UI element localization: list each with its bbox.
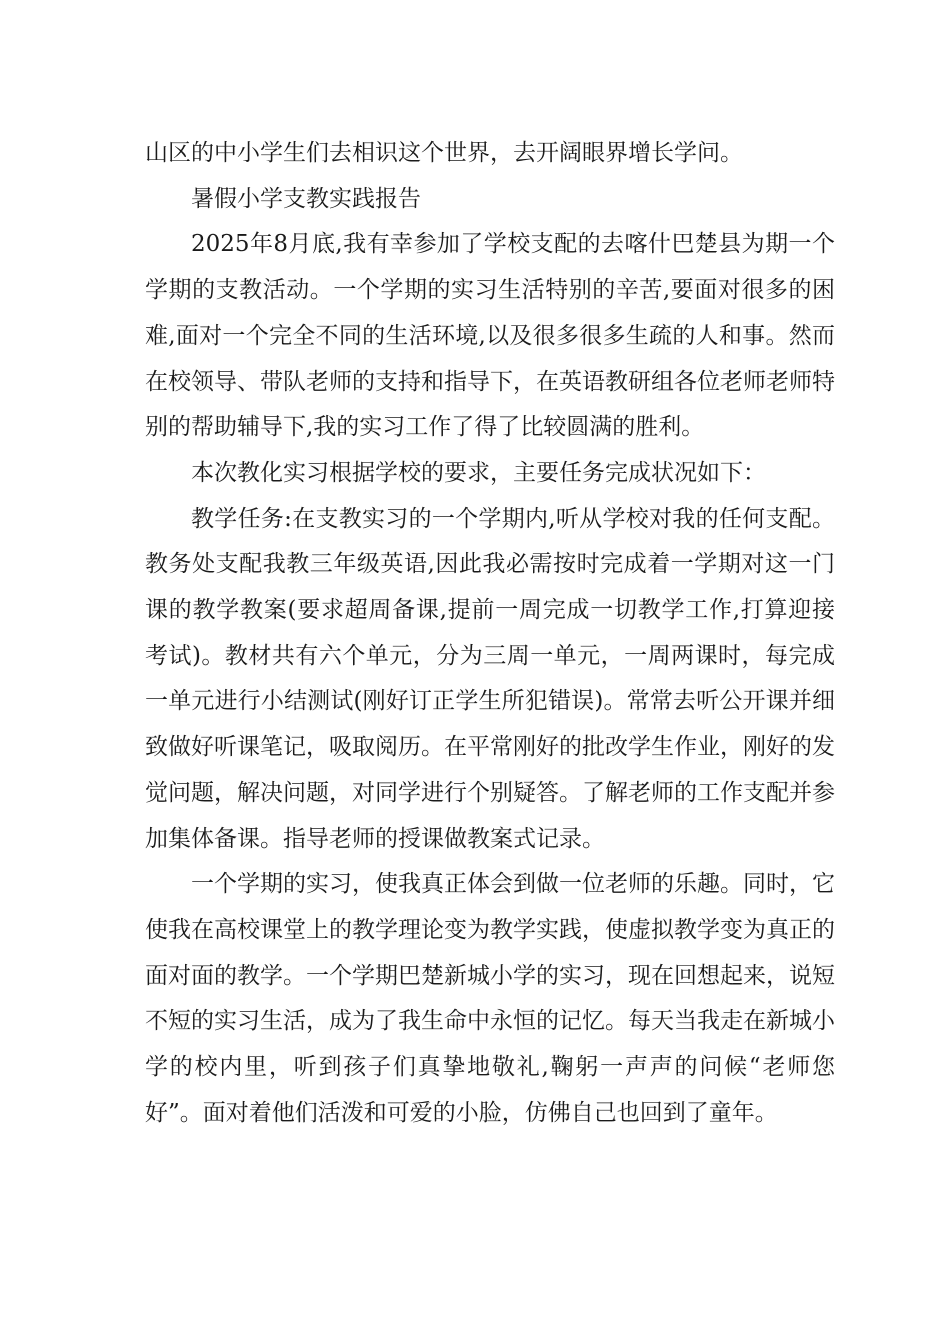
paragraph-teaching-task: 教学任务:在支教实习的一个学期内,听从学校对我的任何支配。教务处支配我教三年级英语,因此我必需按时完成着一学期对这一门课的教学教案(要求超周备课,提前一周完成一切教学工作,打算迎接考试)。教材共有六个单元，分为三周一单元，一周两课时，每完成一单元进行小结测试(刚好订正学生所犯错误)。常常去听公开课并细致做好听课笔记，吸取阅历。在平常刚好的批改学生作业，刚好的发觉问题，解决问题，对同学进行个别疑答。了解老师的工作支配并参加集体备课。指导老师的授课做教案式记录。 bbox=[145, 505, 835, 852]
document-body bbox=[145, 131, 835, 1136]
section-heading: 暑假小学支教实践报告 bbox=[191, 185, 421, 212]
paragraph-reflection: 一个学期的实习，使我真正体会到做一位老师的乐趣。同时，它使我在高校课堂上的教学理论变为教学实践，使虚拟教学变为真正的面对面的教学。一个学期巴楚新城小学的实习，现在回想起来，说短不短的实习生活，成为了我生命中永恒的记忆。每天当我走在新城小学的校内里，听到孩子们真挚地敬礼,鞠躬一声声的问候“老师您好”。面对着他们活泼和可爱的小脸，仿佛自己也回到了童年。 bbox=[145, 871, 835, 1126]
paragraph-requirements: 本次教化实习根据学校的要求，主要任务完成状况如下： bbox=[191, 459, 766, 486]
paragraph-intro: 2025年8月底,我有幸参加了学校支配的去喀什巴楚县为期一个学期的支教活动。一个学期的实习生活特别的辛苦,要面对很多的困难,面对一个完全不同的生活环境,以及很多很多生疏的人和事。然而在校领导、带队老师的支持和指导下，在英语教研组各位老师老师特别的帮助辅导下,我的实习工作了得了比较圆满的胜利。 bbox=[145, 231, 835, 441]
paragraph-continuation: 山区的中小学生们去相识这个世界，去开阔眼界增长学问。 bbox=[145, 140, 743, 166]
